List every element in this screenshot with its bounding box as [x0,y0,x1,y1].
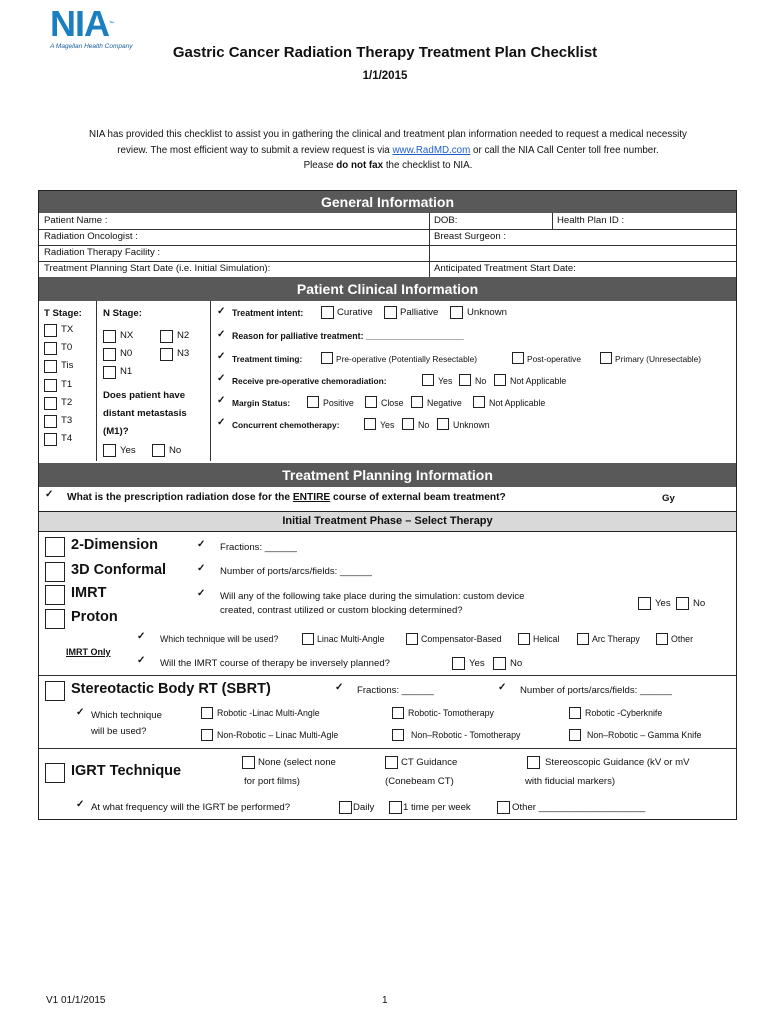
page-date: 1/1/2015 [362,70,408,82]
timing-preop-checkbox[interactable] [321,352,333,364]
n-stage-n1-label: N1 [120,366,133,377]
sbrt-nonrobotic-gamma-label: Non–Robotic – Gamma Knife [587,730,702,740]
t-stage-t2-checkbox[interactable] [44,397,57,410]
t-stage-tis-checkbox[interactable] [44,360,57,373]
custom-q-line-2: created, contrast utilized or custom blocking determined? [220,605,463,616]
sbrt-nonrobotic-gamma-checkbox[interactable] [569,729,581,741]
t-stage-t1-checkbox[interactable] [44,379,57,392]
sbrt-nonrobotic-linac-label: Non-Robotic – Linac Multi-Agle [217,730,339,740]
logo-name: NIA [50,3,109,44]
footer-version: V1 01/1/2015 [46,995,106,1006]
intro-line-3c: the checklist to NIA. [383,160,473,171]
imrt-linac-label: Linac Multi-Angle [317,634,385,644]
metastasis-yes-label: Yes [120,445,136,456]
custom-yes-checkbox[interactable] [638,597,651,610]
gy-unit: Gy [662,493,675,504]
check-icon: ✓ [217,417,226,428]
n-stage-n2-checkbox[interactable] [160,330,173,343]
margin-close-label: Close [381,398,404,408]
check-icon: ✓ [217,351,226,362]
imrt-tech-q: Which technique will be used? [160,634,279,644]
intro-line-2 [38,143,738,159]
concurrent-yes-checkbox[interactable] [364,418,376,430]
t-stage-tx-checkbox[interactable] [44,324,57,337]
metastasis-yes-checkbox[interactable] [103,444,116,457]
chemorad-yes-label: Yes [438,376,453,386]
check-icon: ✓ [45,489,54,500]
footer-page-number: 1 [382,995,388,1006]
intent-curative-label: Curative [337,307,373,318]
custom-no-checkbox[interactable] [676,597,689,610]
sbrt-checkbox[interactable] [45,681,65,701]
concurrent-yes-label: Yes [380,420,395,430]
check-icon: ✓ [137,631,146,642]
t-stage-t4-checkbox[interactable] [44,433,57,446]
imrt-compensator-checkbox[interactable] [406,633,418,645]
chemorad-no-label: No [475,376,487,386]
timing-label: Treatment timing: [232,354,303,364]
dose-question [67,492,506,503]
fractions-field[interactable]: Fractions: ______ [220,542,297,553]
inverse-no-label: No [510,658,523,669]
check-icon: ✓ [137,655,146,666]
intro-line-3 [38,158,738,174]
chemorad-yes-checkbox[interactable] [422,374,434,386]
sbrt-tech-q-1: Which technique [91,710,162,721]
igrt-stereo-checkbox[interactable] [527,756,540,769]
timing-primary-label: Primary (Unresectable) [615,354,702,364]
patient-name-field[interactable]: Patient Name : [44,215,108,226]
inverse-yes-checkbox[interactable] [452,657,465,670]
igrt-none-checkbox[interactable] [242,756,255,769]
intent-palliative-label: Palliative [400,307,439,318]
metastasis-q-2: distant metastasis [103,408,187,419]
intro-line-2b: or call the NIA Call Center toll free number. [470,144,659,156]
n-stage-nx-checkbox[interactable] [103,330,116,343]
check-icon: ✓ [217,306,226,317]
imrt-linac-checkbox[interactable] [302,633,314,645]
therapy-3d-conformal-checkbox[interactable] [45,562,65,582]
concurrent-label: Concurrent chemotherapy: [232,420,340,430]
metastasis-no-label: No [169,445,182,456]
igrt-freq-q: At what frequency will the IGRT be performed? [91,802,291,813]
igrt-ct-checkbox[interactable] [385,756,398,769]
chemorad-no-checkbox[interactable] [459,374,471,386]
clinical-info-header: Patient Clinical Information [39,277,736,301]
igrt-stereo-label-1: Stereoscopic Guidance (kV or mV [545,757,690,768]
t-stage-tis-label: Tis [61,360,74,372]
igrt-daily-label: Daily [353,802,375,813]
planning-header: Treatment Planning Information [39,463,736,487]
sbrt-tech-q-2: will be used? [91,726,147,737]
n-stage-n1-checkbox[interactable] [103,366,116,379]
custom-yes-label: Yes [655,598,671,609]
imrt-other-label: Other [671,634,694,644]
checklist-form [38,190,737,820]
therapy-imrt-checkbox[interactable] [45,585,65,605]
planning-start-field[interactable]: Treatment Planning Start Date (i.e. Initial Simulation): [44,263,271,274]
custom-q-line-1: Will any of the following take place during the simulation: custom device [220,591,525,602]
logo-subtitle: A Magellan Health Company [50,43,133,50]
sbrt-nonrobotic-linac-checkbox[interactable] [201,729,213,741]
check-icon: ✓ [197,588,206,599]
margin-positive-label: Positive [323,398,354,408]
imrt-compensator-label: Compensator-Based [421,634,502,644]
margin-negative-checkbox[interactable] [411,396,423,408]
imrt-only-label: IMRT Only [66,647,111,657]
margin-na-checkbox[interactable] [473,396,485,408]
chemorad-label: Receive pre-operative chemoradiation: [232,376,387,386]
t-stage-t3-checkbox[interactable] [44,415,57,428]
metastasis-no-checkbox[interactable] [152,444,165,457]
igrt-none-label-2: for port films) [244,776,300,787]
intro-line-3a: Please [303,160,337,171]
metastasis-q-1: Does patient have [103,390,186,401]
t-stage-t0-label: T0 [61,342,73,354]
sbrt-label: Stereotactic Body RT (SBRT) [71,681,271,697]
intro-line-2a: review. The most efficient way to submit a review request is via [117,144,393,156]
check-icon: ✓ [76,799,85,810]
general-info-header: General Information [39,191,736,213]
sbrt-robotic-tomo-label: Robotic- Tomotherapy [408,708,494,718]
t-stage-t3-label: T3 [61,415,73,426]
check-icon: ✓ [217,373,226,384]
therapy-2-dimension-label: 2-Dimension [71,537,159,553]
igrt-stereo-label-2: with fiducial markers) [525,776,616,787]
igrt-weekly-checkbox[interactable] [389,801,402,814]
intent-label: Treatment intent: [232,308,304,318]
igrt-other-checkbox[interactable] [497,801,510,814]
therapy-3d-conformal-label: 3D Conformal [71,562,167,578]
timing-preop-label: Pre-operative (Potentially Resectable) [336,354,478,364]
concurrent-no-label: No [418,420,430,430]
inverse-no-checkbox[interactable] [493,657,506,670]
custom-no-label: No [693,598,706,609]
t-stage-label: T Stage: [44,308,82,319]
metastasis-q-3: (M1)? [103,426,129,437]
inverse-yes-label: Yes [469,658,485,669]
igrt-none-label-1: None (select none [258,757,336,768]
check-icon: ✓ [197,539,206,550]
imrt-other-checkbox[interactable] [656,633,668,645]
igrt-other-label: Other ____________________ [512,802,646,813]
dose-q-c: course of external beam treatment? [330,492,506,503]
sbrt-robotic-cyber-label: Robotic -Cyberknife [585,708,663,718]
sbrt-robotic-tomo-checkbox[interactable] [392,707,404,719]
facility-field[interactable]: Radiation Therapy Facility : [44,247,161,258]
anticipated-start-field[interactable]: Anticipated Treatment Start Date: [434,263,576,274]
n-stage-n3-label: N3 [177,348,190,359]
margin-close-checkbox[interactable] [365,396,377,408]
t-stage-t4-label: T4 [61,433,73,445]
sbrt-nonrobotic-tomo-checkbox[interactable] [392,729,404,741]
margin-negative-label: Negative [427,398,462,408]
t-stage-t1-label: T1 [61,378,73,390]
margin-positive-checkbox[interactable] [307,396,319,408]
therapy-imrt-label: IMRT [71,585,107,601]
sbrt-robotic-cyber-checkbox[interactable] [569,707,581,719]
concurrent-unknown-checkbox[interactable] [437,418,449,430]
intro-line-1: NIA has provided this checklist to assist you in gathering the clinical and treatment plan information needed to request a medical necessity [89,129,687,140]
n-stage-n3-checkbox[interactable] [160,348,173,361]
check-icon: ✓ [498,682,507,693]
t-stage-t2-label: T2 [61,396,73,408]
sbrt-ports-field[interactable]: Number of ports/arcs/fields: ______ [520,685,672,696]
logo-tm: ™ [109,21,113,27]
sbrt-fractions-field[interactable]: Fractions: ______ [357,685,434,696]
page-title: Gastric Cancer Radiation Therapy Treatment Plan Checklist [172,44,598,61]
check-icon: ✓ [217,329,226,340]
timing-postop-label: Post-operative [527,354,581,364]
radiation-oncologist-field[interactable]: Radiation Oncologist : [44,231,138,242]
n-stage-n0-label: N0 [120,348,133,359]
imrt-arc-label: Arc Therapy [592,634,640,644]
dose-q-a: What is the prescription radiation dose for the [67,492,293,503]
imrt-inverse-q: Will the IMRT course of therapy be inversely planned? [160,658,391,669]
ports-field[interactable]: Number of ports/arcs/fields: ______ [220,566,372,577]
igrt-ct-label-2: (Conebeam CT) [385,776,454,787]
concurrent-unknown-label: Unknown [453,420,490,430]
imrt-helical-label: Helical [533,634,560,644]
sbrt-robotic-linac-checkbox[interactable] [201,707,213,719]
check-icon: ✓ [217,395,226,406]
n-stage-n2-label: N2 [177,330,190,341]
therapy-proton-label: Proton [71,609,118,625]
initial-phase-header: Initial Treatment Phase – Select Therapy [39,511,736,532]
imrt-arc-checkbox[interactable] [577,633,589,645]
margin-na-label: Not Applicable [489,398,546,408]
t-stage-t0-checkbox[interactable] [44,342,57,355]
igrt-weekly-label: 1 time per week [403,802,471,813]
igrt-checkbox[interactable] [45,763,65,783]
chemorad-na-checkbox[interactable] [494,374,506,386]
palliative-reason-field[interactable]: Reason for palliative treatment: ____________________ [232,331,464,341]
timing-primary-checkbox[interactable] [600,352,612,364]
intent-curative-checkbox[interactable] [321,306,334,319]
intro-text [38,127,738,174]
intent-unknown-checkbox[interactable] [450,306,463,319]
therapy-proton-checkbox[interactable] [45,609,65,629]
intent-unknown-label: Unknown [467,307,507,318]
margin-label: Margin Status: [232,398,291,408]
igrt-label: IGRT Technique [71,763,182,779]
dose-q-entire: ENTIRE [292,492,331,503]
check-icon: ✓ [76,707,85,718]
check-icon: ✓ [335,682,344,693]
dob-field[interactable]: DOB: [434,215,458,226]
therapy-2-dimension-checkbox[interactable] [45,537,65,557]
radmd-link[interactable]: www.RadMD.com [392,144,471,156]
n-stage-nx-label: NX [120,330,134,341]
sbrt-robotic-linac-label: Robotic -Linac Multi-Angle [217,708,320,718]
do-not-fax: do not fax [336,160,384,171]
check-icon: ✓ [197,563,206,574]
sbrt-nonrobotic-tomo-label: Non–Robotic - Tomotherapy [411,730,521,740]
health-plan-id-field[interactable]: Health Plan ID : [557,215,625,226]
intent-palliative-checkbox[interactable] [384,306,397,319]
concurrent-no-checkbox[interactable] [402,418,414,430]
imrt-helical-checkbox[interactable] [518,633,530,645]
n-stage-label: N Stage: [103,308,142,319]
timing-postop-checkbox[interactable] [512,352,524,364]
chemorad-na-label: Not Applicable [510,376,567,386]
igrt-ct-label-1: CT Guidance [401,757,458,768]
t-stage-tx-label: TX [61,324,74,335]
breast-surgeon-field[interactable]: Breast Surgeon : [434,231,506,242]
n-stage-n0-checkbox[interactable] [103,348,116,361]
igrt-daily-checkbox[interactable] [339,801,352,814]
